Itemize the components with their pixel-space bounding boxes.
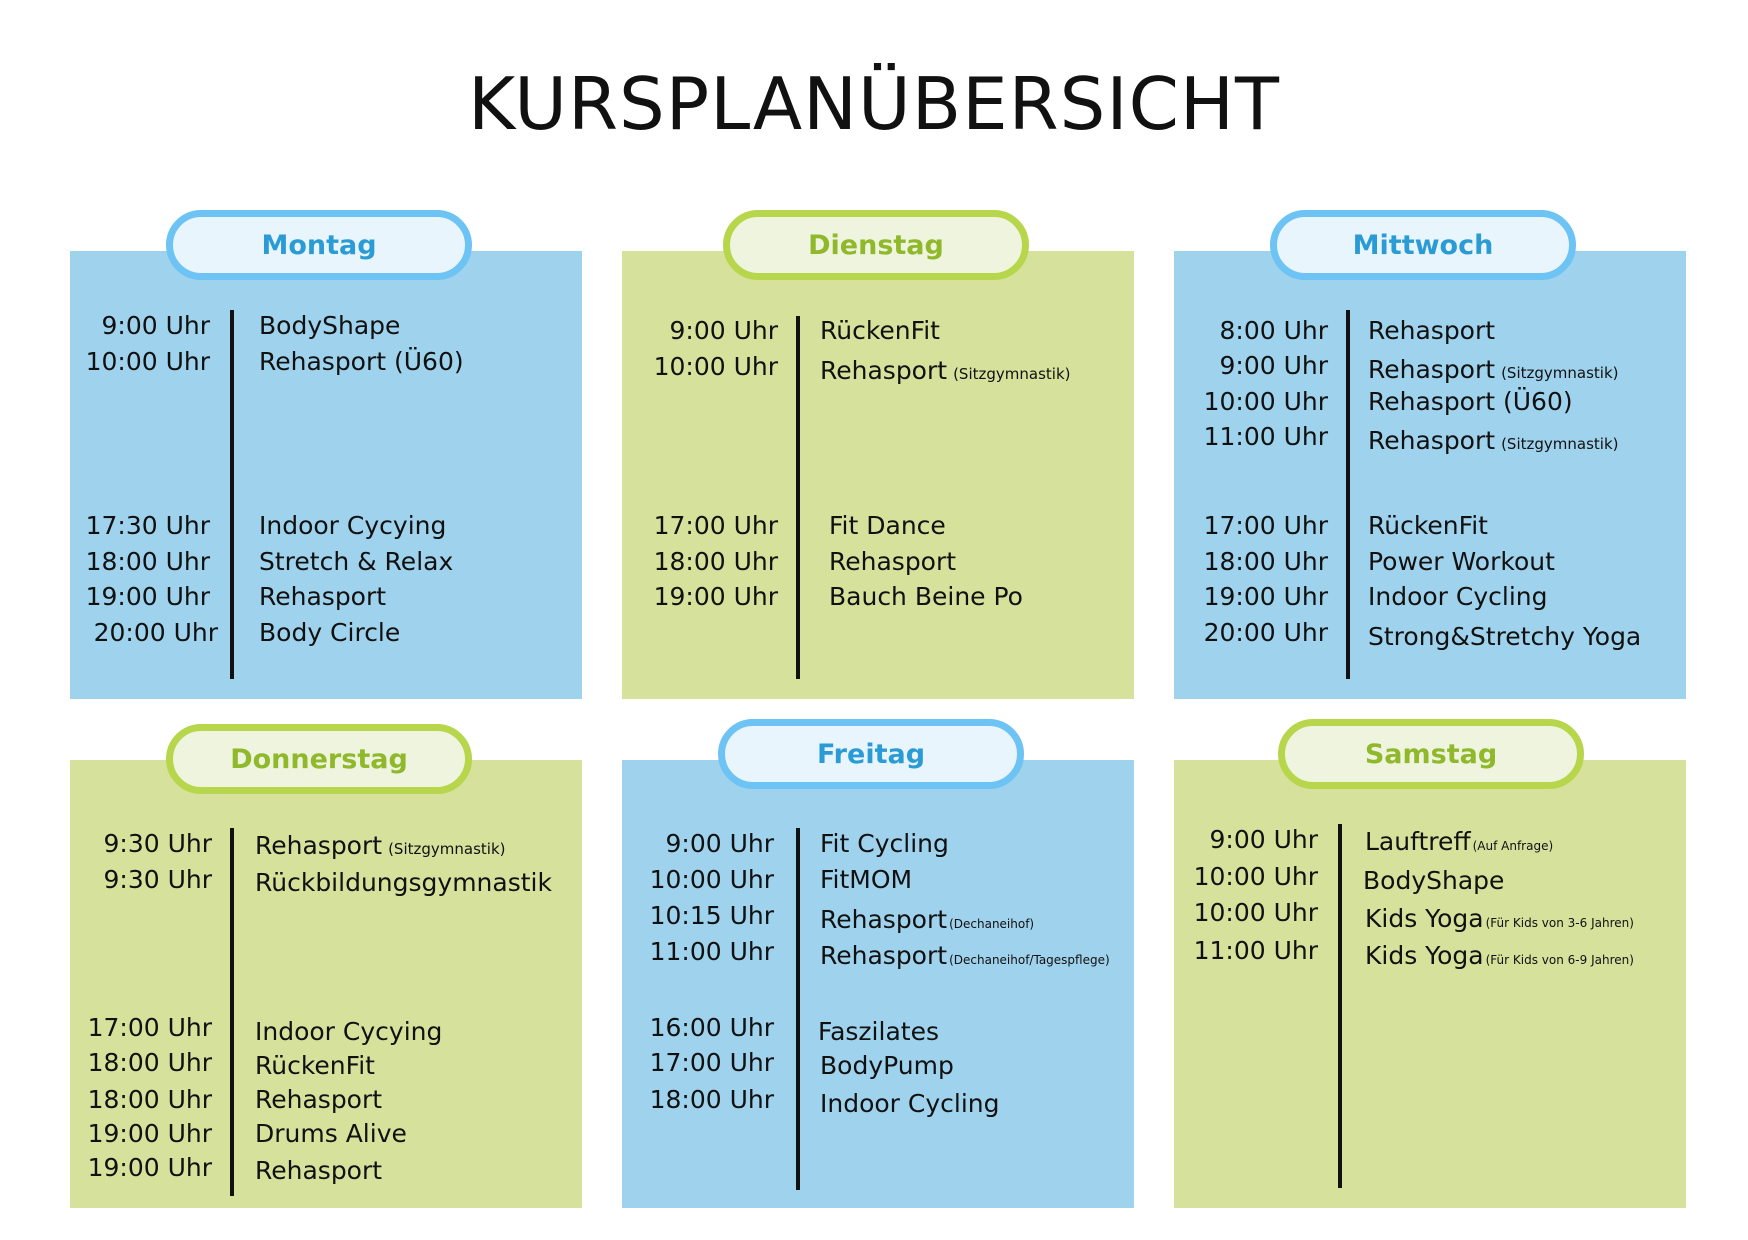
course-label bbox=[1368, 315, 1495, 347]
time-label: 8:00 Uhr bbox=[1219, 316, 1328, 345]
course-name: Rehasport (Ü60) bbox=[1368, 387, 1573, 416]
course-name: Drums Alive bbox=[255, 1119, 407, 1148]
time-label: 18:00 Uhr bbox=[87, 1048, 212, 1077]
course-label bbox=[259, 546, 453, 578]
day-header-montag: Montag bbox=[166, 210, 472, 280]
course-name: Bauch Beine Po bbox=[829, 582, 1023, 611]
course-label bbox=[1365, 903, 1634, 939]
course-label bbox=[820, 904, 1034, 940]
day-header-dienstag: Dienstag bbox=[723, 210, 1029, 280]
course-name: Rehasport bbox=[1368, 355, 1496, 384]
course-name: Body Circle bbox=[259, 618, 401, 647]
course-label bbox=[829, 581, 1023, 613]
course-label bbox=[255, 1050, 375, 1082]
course-name: Rehasport bbox=[1368, 316, 1496, 345]
course-name: Rehasport bbox=[259, 582, 387, 611]
time-label: 17:00 Uhr bbox=[1203, 511, 1328, 540]
course-label bbox=[818, 1016, 939, 1048]
course-label bbox=[1368, 546, 1555, 578]
course-label bbox=[1368, 510, 1488, 542]
time-label: 19:00 Uhr bbox=[85, 582, 210, 611]
course-name: Rehasport bbox=[255, 831, 383, 860]
course-name: RückenFit bbox=[1368, 511, 1488, 540]
course-name: Fit Cycling bbox=[820, 829, 949, 858]
course-label bbox=[259, 346, 464, 378]
course-name: Rehasport bbox=[255, 1085, 383, 1114]
time-label: 19:00 Uhr bbox=[87, 1119, 212, 1148]
course-name: FitMOM bbox=[820, 865, 913, 894]
time-label: 10:00 Uhr bbox=[1203, 387, 1328, 416]
time-label: 20:00 Uhr bbox=[1203, 618, 1328, 647]
course-name: Indoor Cycying bbox=[259, 511, 447, 540]
course-label bbox=[1365, 826, 1553, 862]
course-name: Indoor Cycling bbox=[1368, 582, 1548, 611]
time-label: 9:00 Uhr bbox=[1209, 825, 1318, 854]
course-name: BodyShape bbox=[1363, 866, 1505, 895]
time-label: 18:00 Uhr bbox=[1203, 547, 1328, 576]
divider-line bbox=[230, 828, 234, 1196]
course-label bbox=[259, 617, 400, 649]
divider-line bbox=[796, 828, 800, 1190]
time-label: 19:00 Uhr bbox=[87, 1153, 212, 1182]
course-name: Kids Yoga bbox=[1365, 941, 1484, 970]
course-name: RückenFit bbox=[255, 1051, 375, 1080]
course-name: Rehasport bbox=[820, 905, 948, 934]
course-label bbox=[1368, 621, 1641, 653]
time-label: 19:00 Uhr bbox=[653, 582, 778, 611]
course-name: BodyShape bbox=[259, 311, 401, 340]
course-name: Faszilates bbox=[818, 1017, 939, 1046]
divider-line bbox=[1338, 824, 1342, 1188]
course-name: Indoor Cycling bbox=[820, 1089, 1000, 1118]
course-label bbox=[1368, 581, 1548, 613]
time-label: 10:00 Uhr bbox=[85, 347, 210, 376]
time-label: 18:00 Uhr bbox=[649, 1085, 774, 1114]
course-label bbox=[820, 1088, 1000, 1120]
course-label bbox=[820, 355, 1071, 390]
course-name: Rehasport bbox=[820, 356, 948, 385]
time-label: 9:00 Uhr bbox=[669, 316, 778, 345]
divider-line bbox=[1346, 310, 1350, 679]
time-label: 11:00 Uhr bbox=[1203, 422, 1328, 451]
course-label bbox=[255, 867, 552, 899]
course-name: Strong&Stretchy Yoga bbox=[1368, 622, 1642, 651]
course-name: Lauftreff bbox=[1365, 827, 1471, 856]
course-label bbox=[1363, 865, 1504, 897]
time-label: 9:00 Uhr bbox=[101, 311, 210, 340]
course-note: (Dechaneihof) bbox=[949, 917, 1035, 931]
time-label: 10:15 Uhr bbox=[649, 901, 774, 930]
course-label bbox=[255, 1155, 382, 1187]
time-label: 18:00 Uhr bbox=[653, 547, 778, 576]
time-label: 20:00 Uhr bbox=[93, 618, 218, 647]
course-name: Rehasport (Ü60) bbox=[259, 347, 464, 376]
time-label: 10:00 Uhr bbox=[1193, 862, 1318, 891]
course-name: Rückbildungsgymnastik bbox=[255, 868, 552, 897]
page-title: KURSPLANÜBERSICHT bbox=[468, 62, 1280, 146]
course-name: Indoor Cycying bbox=[255, 1017, 443, 1046]
time-label: 17:00 Uhr bbox=[653, 511, 778, 540]
course-label bbox=[259, 581, 386, 613]
course-label bbox=[255, 830, 506, 865]
course-note: (Auf Anfrage) bbox=[1472, 839, 1554, 853]
time-label: 18:00 Uhr bbox=[87, 1085, 212, 1114]
time-label: 9:00 Uhr bbox=[665, 829, 774, 858]
course-label bbox=[820, 1050, 954, 1082]
course-note: (Sitzgymnastik) bbox=[953, 365, 1071, 383]
course-label bbox=[820, 828, 949, 860]
course-note: (Für Kids von 3-6 Jahren) bbox=[1485, 916, 1634, 930]
day-header-donnerstag: Donnerstag bbox=[166, 724, 472, 794]
course-name: Rehasport bbox=[255, 1156, 383, 1185]
time-label: 10:00 Uhr bbox=[649, 865, 774, 894]
course-name: Power Workout bbox=[1368, 547, 1555, 576]
time-label: 10:00 Uhr bbox=[1193, 898, 1318, 927]
time-label: 17:00 Uhr bbox=[649, 1048, 774, 1077]
course-name: Rehasport bbox=[829, 547, 957, 576]
course-note: (Sitzgymnastik) bbox=[1501, 435, 1619, 453]
course-label bbox=[255, 1084, 382, 1116]
divider-line bbox=[230, 310, 234, 679]
course-label bbox=[820, 864, 912, 896]
time-label: 11:00 Uhr bbox=[649, 937, 774, 966]
time-label: 19:00 Uhr bbox=[1203, 582, 1328, 611]
course-label bbox=[259, 510, 446, 542]
course-name: Kids Yoga bbox=[1365, 904, 1484, 933]
course-label bbox=[1365, 940, 1634, 976]
time-label: 16:00 Uhr bbox=[649, 1013, 774, 1042]
course-label bbox=[1368, 425, 1619, 460]
course-label bbox=[255, 1118, 407, 1150]
course-note: (Sitzgymnastik) bbox=[1501, 364, 1619, 382]
time-label: 9:00 Uhr bbox=[1219, 351, 1328, 380]
course-name: BodyPump bbox=[820, 1051, 954, 1080]
day-header-freitag: Freitag bbox=[718, 719, 1024, 789]
time-label: 9:30 Uhr bbox=[103, 865, 212, 894]
course-note: (Sitzgymnastik) bbox=[388, 840, 506, 858]
course-name: Fit Dance bbox=[829, 511, 946, 540]
course-label bbox=[820, 315, 940, 347]
time-label: 9:30 Uhr bbox=[103, 829, 212, 858]
time-label: 18:00 Uhr bbox=[85, 547, 210, 576]
time-label: 11:00 Uhr bbox=[1193, 936, 1318, 965]
course-label bbox=[1368, 386, 1573, 418]
day-header-mittwoch: Mittwoch bbox=[1270, 210, 1576, 280]
course-label bbox=[255, 1016, 442, 1048]
course-label bbox=[820, 940, 1110, 976]
course-name: Stretch & Relax bbox=[259, 547, 454, 576]
divider-line bbox=[796, 316, 800, 679]
course-label bbox=[829, 546, 956, 578]
course-label bbox=[1368, 354, 1619, 389]
course-note: (Dechaneihof/Tagespflege) bbox=[949, 953, 1110, 967]
course-label bbox=[829, 510, 946, 542]
course-name: Rehasport bbox=[820, 941, 948, 970]
course-note: (Für Kids von 6-9 Jahren) bbox=[1485, 953, 1634, 967]
day-header-samstag: Samstag bbox=[1278, 719, 1584, 789]
time-label: 10:00 Uhr bbox=[653, 352, 778, 381]
course-name: RückenFit bbox=[820, 316, 940, 345]
time-label: 17:30 Uhr bbox=[85, 511, 210, 540]
course-label bbox=[259, 310, 400, 342]
time-label: 17:00 Uhr bbox=[87, 1013, 212, 1042]
course-name: Rehasport bbox=[1368, 426, 1496, 455]
